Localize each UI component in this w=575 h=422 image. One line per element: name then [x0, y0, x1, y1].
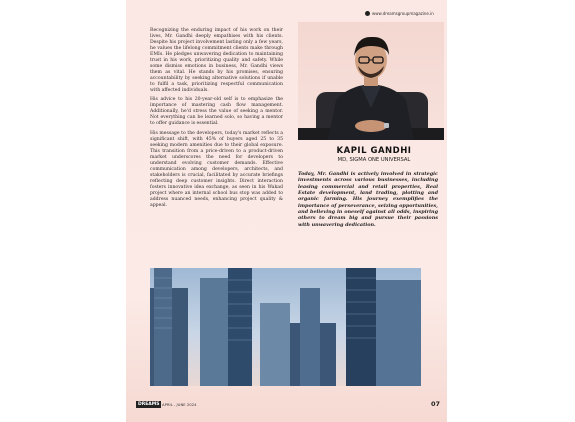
paragraph: Recognizing the enduring impact of his work on their lives, Mr. Gandhi deeply empathises with his clients. Despite his project involvement lasting only a few years, he values the lifelong commitment clients make through EMIs. He pledges unwavering dedication to maintaining trust in his work, prioritizing quality and safety. While some dismiss emotions in business, Mr. Gandhi views them as vital. He stands by his promises, ensuring accountability by seeking alternative solutions if unable to fulfil a task, prioritizing respectful communication with affected individuals. [150, 28, 283, 93]
profile-name: KAPIL GANDHI [336, 146, 412, 156]
left-column-text [150, 28, 283, 213]
profile-role: MD, SIGMA ONE UNIVERSAL [337, 157, 411, 163]
page-number: 07 [431, 400, 441, 408]
skyscraper-photo [150, 268, 421, 386]
paragraph: His message to the developers, today's market reflects a significant shift, with 45% of buyers aged 25 to 35 seeking modern amenities due to their global exposure. This transition from a price-driven to a product-driven market underscores the need for developers to understand evolving customer demands. Effective communication among developers, architects, and stakeholders is crucial, facilitated by accurate briefings reflecting deep customer insights. Direct interaction fosters innovative idea exchange, as seen in his Wakad project where an internal school bus stop was added to address nuanced needs, enhancing project quality & appeal. [150, 131, 283, 208]
pull-quote: Today, Mr. Gandhi is actively involved in strategic investments across various businesses, including leasing commercial and retail properties, Real Estate development, land trading, plotting and organic farming. His journey exemplifies the importance of perseverance, seizing opportunities, and believing in oneself against all odds, inspiring others to dream big and pursue their passions with unwavering dedication. [298, 171, 438, 228]
skyscraper-illustration [150, 268, 421, 386]
issue-date: APRIL - JUNE 2024 [162, 402, 197, 407]
globe-icon [365, 11, 370, 16]
website-url: www.dreamsgroupmagazine.in [372, 11, 434, 16]
portrait-illustration [298, 22, 444, 140]
paragraph: His advice to his 20-year-old self is to emphasize the importance of mastering cash flow management. Additionally, he'd stress the value of seeking a mentor. Not everything can be learned solo, so having a mentor to offer guidance is essential. [150, 97, 283, 127]
portrait-photo [298, 22, 444, 140]
magazine-page [126, 0, 447, 422]
website-header [365, 11, 434, 16]
magazine-logo: DREAMS [138, 402, 160, 407]
